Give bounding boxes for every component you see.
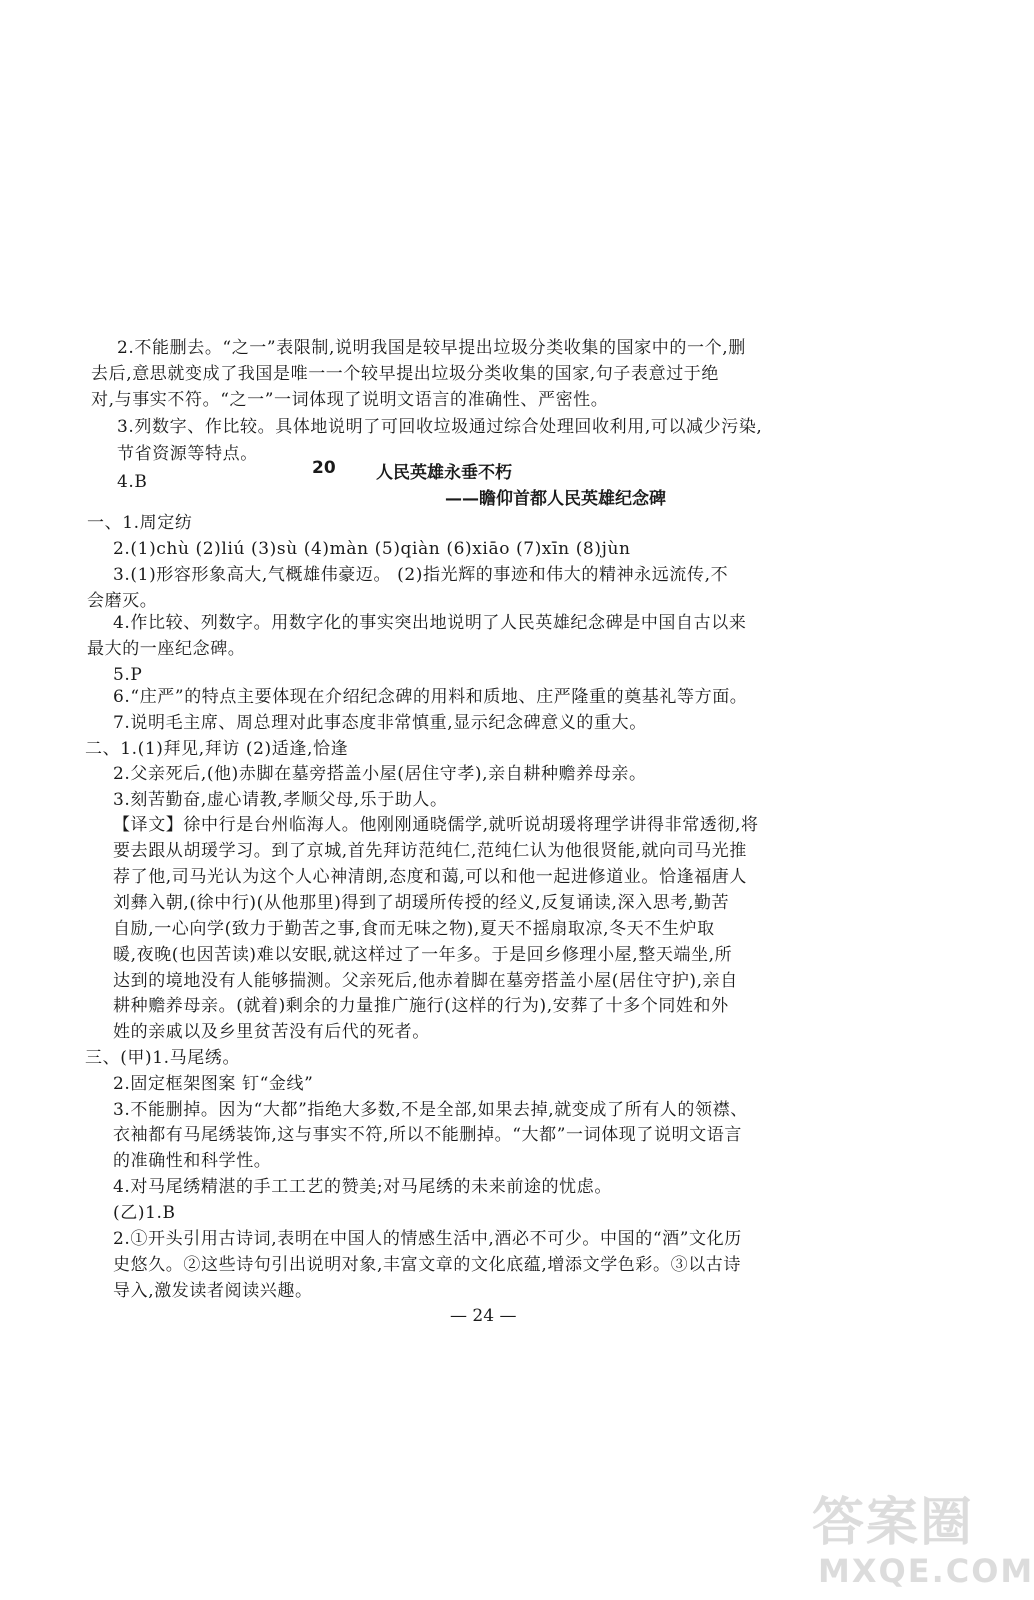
text-line: 一、1.周定纺 <box>87 513 193 533</box>
text-line: 3.(1)形容形象高大,气概雄伟豪迈。 (2)指光辉的事迹和伟大的精神永远流传,不 <box>113 565 729 585</box>
text-line: 节省资源等特点。 <box>117 444 258 464</box>
text-line: 3.列数字、作比较。具体地说明了可回收垃圾通过综合处理回收利用,可以减少污染, <box>117 417 763 437</box>
text-line: 2.①开头引用古诗词,表明在中国人的情感生活中,酒必不可少。中国的“酒”文化历 <box>113 1229 742 1249</box>
text-line: 4.对马尾绣精湛的手工工艺的赞美;对马尾绣的未来前途的忧虑。 <box>113 1177 612 1197</box>
text-line: 的准确性和科学性。 <box>113 1151 272 1171</box>
text-line: 【译文】徐中行是台州临海人。他刚刚通晓儒学,就听说胡瑗将理学讲得非常透彻,将 <box>113 815 759 835</box>
text-line: 耕种赡养母亲。(就着)剩余的力量推广施行(这样的行为),安葬了十多个同姓和外 <box>113 996 729 1016</box>
text-line: 3.不能删掉。因为“大都”指绝大多数,不是全部,如果去掉,就变成了所有人的领襟、 <box>113 1100 748 1120</box>
text-line: 7.说明毛主席、周总理对此事态度非常慎重,显示纪念碑意义的重大。 <box>113 713 647 733</box>
page-number: — 24 — <box>450 1306 517 1326</box>
text-line: 要去跟从胡瑗学习。到了京城,首先拜访范纯仁,范纯仁认为他很贤能,就向司马光推 <box>113 841 748 861</box>
text-line: 4.作比较、列数字。用数字化的事实突出地说明了人民英雄纪念碑是中国自古以来 <box>113 613 747 633</box>
section-subtitle: ——瞻仰首都人民英雄纪念碑 <box>445 489 666 509</box>
section-number: 20 <box>312 458 336 478</box>
text-line: (乙)1.B <box>113 1203 176 1223</box>
text-line: 去后,意思就变成了我国是唯一一个较早提出垃圾分类收集的国家,句子表意过于绝 <box>91 364 720 384</box>
text-line: 5.P <box>113 665 143 685</box>
watermark-logo <box>812 1480 1034 1590</box>
text-line: 3.刻苦勤奋,虚心请教,孝顺父母,乐于助人。 <box>113 790 448 810</box>
text-line: 暖,夜晚(也因苦读)难以安眠,就这样过了一年多。于是回乡修理小屋,整天端坐,所 <box>113 945 733 965</box>
text-line: 自励,一心向学(致力于勤苦之事,食而无味之物),夏天不摇扇取凉,冬天不生炉取 <box>113 919 715 939</box>
text-line: 导入,激发读者阅读兴趣。 <box>113 1281 313 1301</box>
text-line: 2.(1)chù (2)liú (3)sù (4)màn (5)qiàn (6)xiāo (7)xīn (8)jùn <box>113 539 631 559</box>
watermark-text: 答案圈 <box>812 1493 975 1553</box>
text-line: 6.“庄严”的特点主要体现在介绍纪念碑的用料和质地、庄严隆重的奠基礼等方面。 <box>113 687 748 707</box>
text-line: 2.不能删去。“之一”表限制,说明我国是较早提出垃圾分类收集的国家中的一个,删 <box>117 338 746 358</box>
text-line: 史悠久。②这些诗句引出说明对象,丰富文章的文化底蕴,增添文学色彩。③以古诗 <box>113 1255 742 1275</box>
text-line: 2.固定框架图案 钉“金线” <box>113 1074 314 1094</box>
text-line: 姓的亲戚以及乡里贫苦没有后代的死者。 <box>113 1022 430 1042</box>
section-title: 人民英雄永垂不朽 <box>376 463 512 483</box>
text-line: 4.B <box>117 472 148 492</box>
text-line: 达到的境地没有人能够揣测。父亲死后,他赤着脚在墓旁搭盖小屋(居住守护),亲自 <box>113 971 738 991</box>
text-line: 最大的一座纪念碑。 <box>87 639 246 659</box>
text-line: 对,与事实不符。“之一”一词体现了说明文语言的准确性、严密性。 <box>91 390 609 410</box>
text-line: 三、(甲)1.马尾绣。 <box>85 1048 241 1068</box>
watermark-url: MXQE.COM <box>818 1552 1034 1590</box>
text-line: 2.父亲死后,(他)赤脚在墓旁搭盖小屋(居住守孝),亲自耕种赡养母亲。 <box>113 764 647 784</box>
text-line: 二、1.(1)拜见,拜访 (2)适逢,恰逢 <box>85 739 349 759</box>
text-line: 荐了他,司马光认为这个人心神清朗,态度和蔼,可以和他一起进修道业。恰逢福唐人 <box>113 867 748 887</box>
text-line: 刘彝入朝,(徐中行)(从他那里)得到了胡瑗所传授的经义,反复诵读,深入思考,勤苦 <box>113 893 730 913</box>
text-line: 会磨灭。 <box>87 591 158 611</box>
text-line: 衣袖都有马尾绣装饰,这与事实不符,所以不能删掉。“大都”一词体现了说明文语言 <box>113 1125 742 1145</box>
